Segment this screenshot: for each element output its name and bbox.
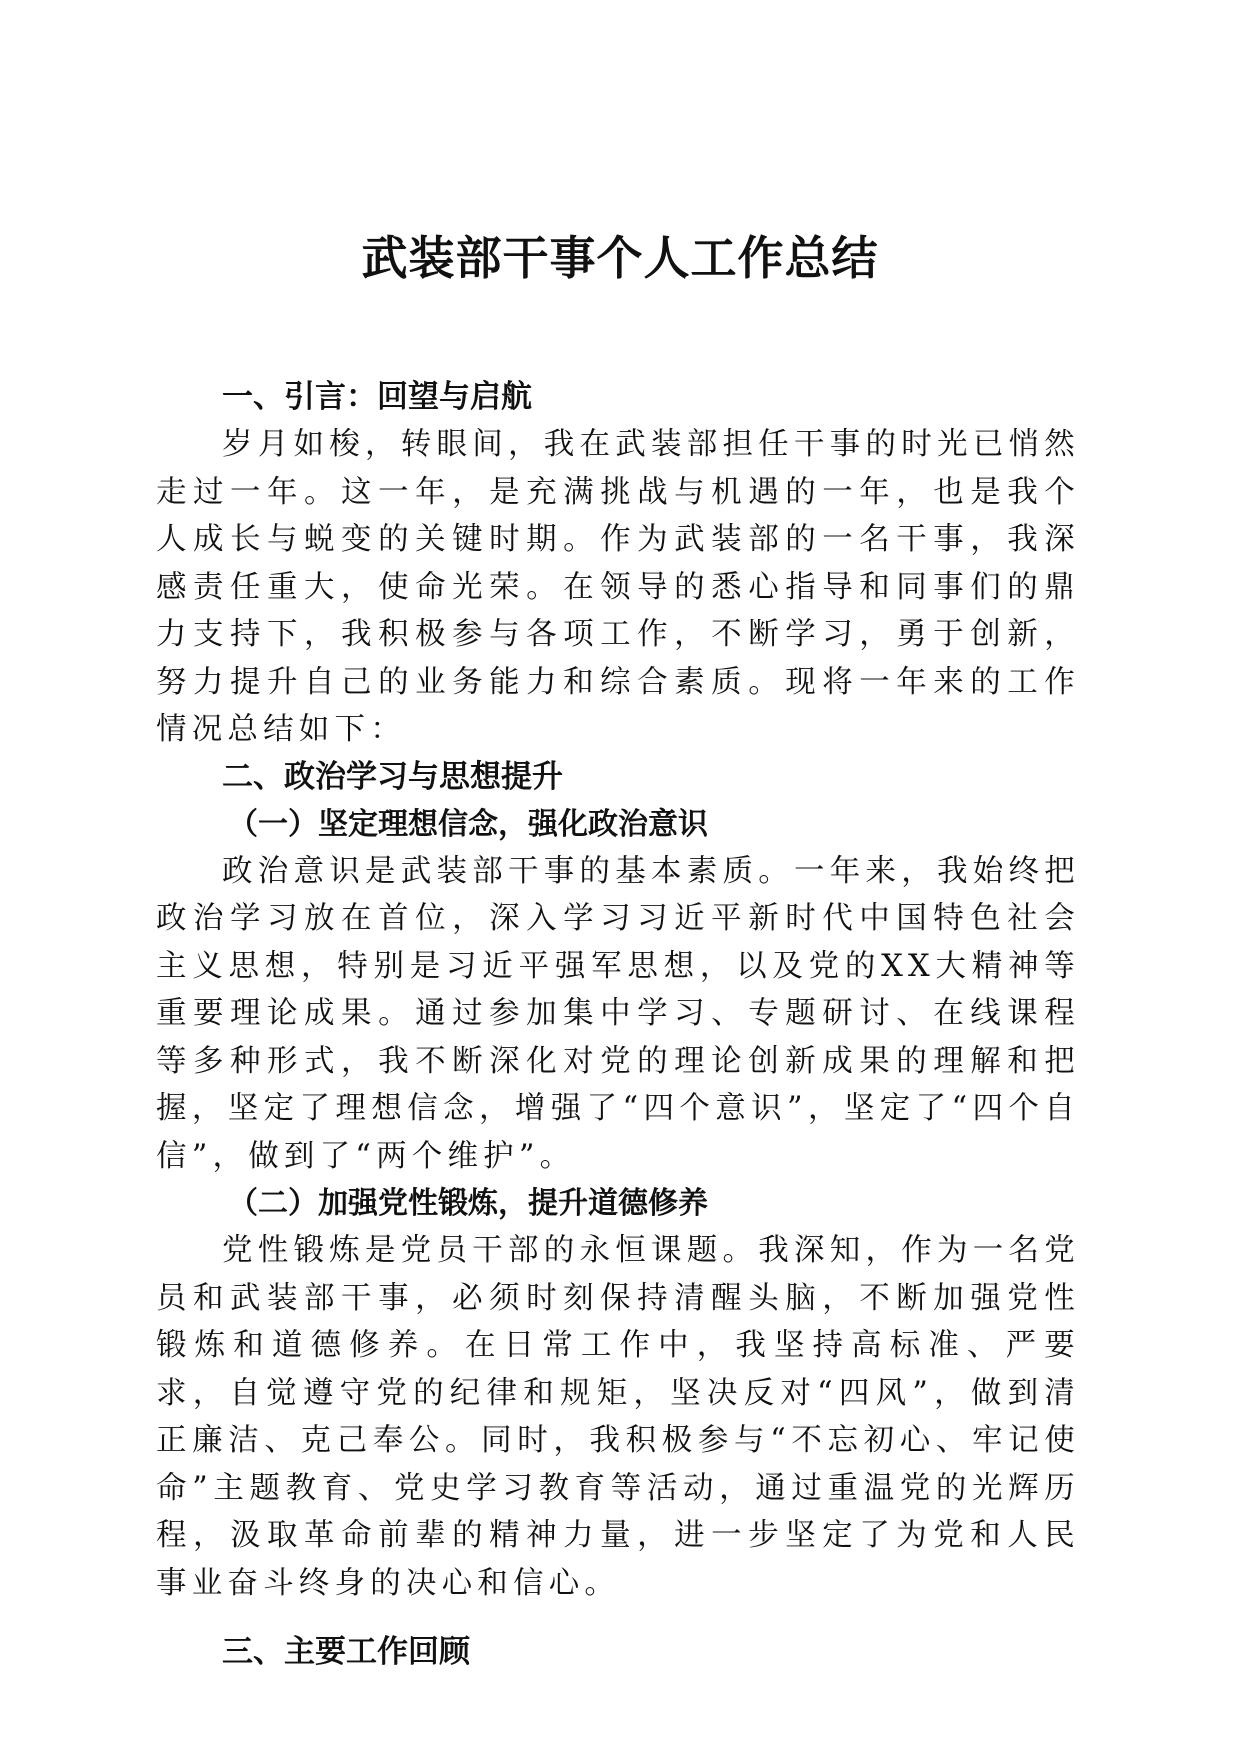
section-heading-review: 三、主要工作回顾 (222, 1634, 470, 1670)
section-heading-intro: 一、引言：回望与启航 (222, 379, 532, 415)
paragraph-political-awareness: 政治意识是武装部干事的基本素质。一年来，我始终把政治学习放在首位，深入学习习近平新时代中国特色社会主义思想，特别是习近平强军思想，以及党的XX大精神等重要理论成果。通过参加集中学习、专题研讨、在线课程等多种形式，我不断深化对党的理论创新成果的理解和把握，坚定了理想信念，增强了“四个意识”，坚定了“四个自信”，做到了“两个维护”。 (156, 853, 1080, 1174)
paragraph-party-spirit: 党性锻炼是党员干部的永恒课题。我深知，作为一名党员和武装部干事，必须时刻保持清醒头脑，不断加强党性锻炼和道德修养。在日常工作中，我坚持高标准、严要求，自觉遵守党的纪律和规矩，坚决反对“四风”，做到清正廉洁、克己奉公。同时，我积极参与“不忘初心、牢记使命”主题教育、党史学习教育等活动，通过重温党的光辉历程，汲取革命前辈的精神力量，进一步坚定了为党和人民事业奋斗终身的决心和信心。 (156, 1233, 1080, 1601)
subsection-heading-1: （一）坚定理想信念，强化政治意识 (228, 806, 708, 842)
subsection-heading-2: （二）加强党性锻炼，提升道德修养 (228, 1186, 708, 1221)
document-body (156, 374, 1080, 1676)
section-gap (156, 1607, 1080, 1629)
section-heading-politics: 二、政治学习与思想提升 (222, 758, 563, 795)
paragraph-intro: 岁月如梭，转眼间，我在武装部担任干事的时光已悄然走过一年。这一年，是充满挑战与机遇的一年，也是我个人成长与蜕变的关键时期。作为武装部的一名干事，我深感责任重大，使命光荣。在领导的悉心指导和同事们的鼎力支持下，我积极参与各项工作，不断学习，勇于创新，努力提升自己的业务能力和综合素质。现将一年来的工作情况总结如下： (156, 427, 1080, 747)
document-title: 武装部干事个人工作总结 (361, 231, 879, 285)
